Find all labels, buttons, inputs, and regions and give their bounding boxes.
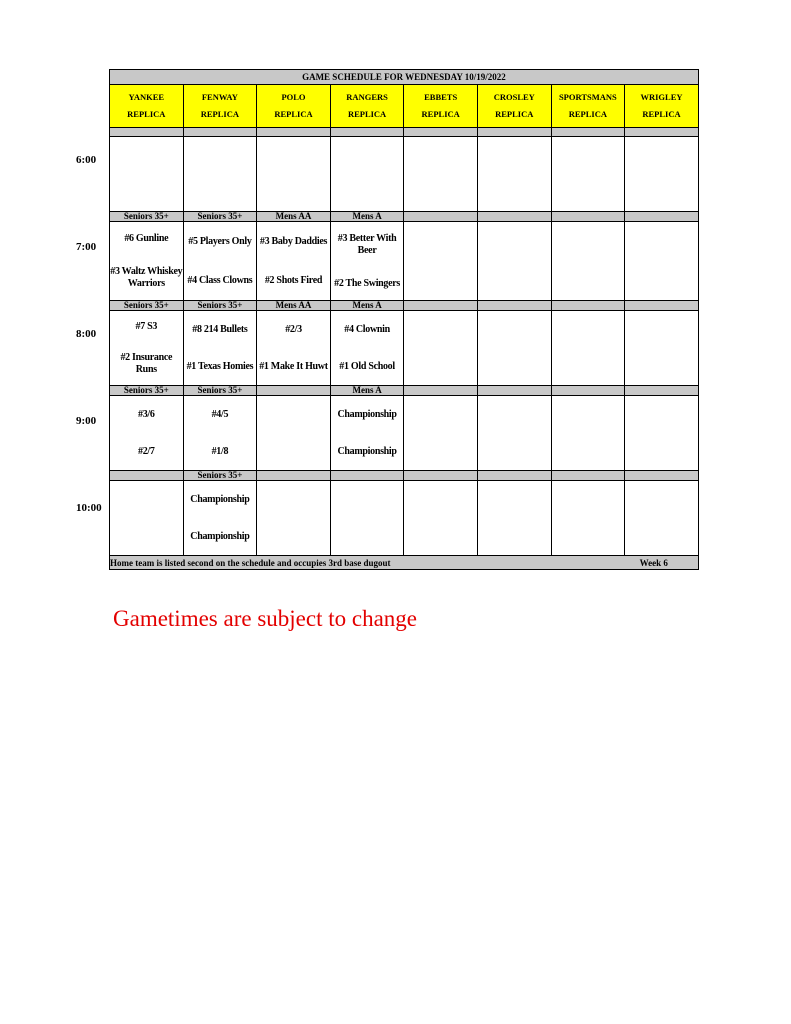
time-label: 6:00	[76, 154, 97, 166]
division-label: Seniors 35+	[183, 301, 257, 311]
matchup: #7 S3	[135, 320, 158, 332]
division-label	[477, 386, 551, 396]
game-cell	[183, 396, 257, 471]
division-label	[404, 471, 478, 481]
venue-header: SPORTSMANS REPLICA	[551, 85, 625, 128]
division-label	[110, 471, 184, 481]
division-label: Mens AA	[257, 212, 331, 222]
division-label: Seniors 35+	[110, 301, 184, 311]
slot-8pm	[110, 311, 699, 386]
game-cell	[330, 396, 404, 471]
schedule-title: GAME SCHEDULE FOR WEDNESDAY 10/19/2022	[110, 70, 699, 85]
game-cell	[183, 311, 257, 386]
matchup: #8 214 Bullets	[192, 323, 248, 335]
game-cell	[625, 137, 699, 212]
game-cell	[551, 396, 625, 471]
game-cell	[183, 137, 257, 212]
division-label: Seniors 35+	[183, 386, 257, 396]
time-label: 7:00	[76, 241, 97, 253]
game-cell	[404, 311, 478, 386]
division-label	[404, 386, 478, 396]
matchup: #2/7	[138, 445, 155, 457]
matchup: #3 Better With Beer	[337, 232, 397, 256]
game-cell	[551, 222, 625, 301]
division-label: Mens A	[330, 301, 404, 311]
matchup: #2 The Swingers	[334, 277, 401, 289]
venue-header: RANGERS REPLICA	[330, 85, 404, 128]
venue-header: YANKEE REPLICA	[110, 85, 184, 128]
slot-10pm	[110, 481, 699, 556]
time-label: 8:00	[76, 328, 97, 340]
game-cell	[330, 481, 404, 556]
matchup: #3/6	[138, 408, 155, 420]
matchup: Championship	[337, 445, 397, 457]
division-label: Mens AA	[257, 301, 331, 311]
game-cell	[183, 481, 257, 556]
matchup: #1 Make It Huwt	[259, 360, 328, 372]
matchup: #5 Players Only	[188, 235, 252, 247]
division-row-7pm	[110, 212, 699, 222]
game-cell	[257, 222, 331, 301]
venue-header: EBBETS REPLICA	[404, 85, 478, 128]
division-label	[330, 471, 404, 481]
matchup: #1/8	[211, 445, 229, 457]
game-cell	[477, 481, 551, 556]
venue-header: FENWAY REPLICA	[183, 85, 257, 128]
game-cell	[257, 137, 331, 212]
division-row-8pm	[110, 301, 699, 311]
spacer-row	[110, 128, 699, 137]
game-cell	[110, 396, 184, 471]
schedule-sheet	[109, 69, 698, 570]
matchup: #2 Insurance Runs	[120, 351, 173, 375]
footer-note: Home team is listed second on the schedule and occupies 3rd base dugout	[110, 557, 391, 568]
game-cell	[183, 222, 257, 301]
division-label	[625, 301, 699, 311]
division-row-9pm	[110, 386, 699, 396]
matchup: Championship	[190, 493, 250, 505]
division-label	[477, 212, 551, 222]
game-cell	[625, 222, 699, 301]
matchup: Championship	[190, 530, 250, 542]
title-row	[110, 70, 699, 85]
matchup: #3 Waltz Whiskey Warriors	[110, 265, 183, 289]
game-cell	[110, 222, 184, 301]
game-cell	[330, 222, 404, 301]
matchup: #1 Old School	[339, 360, 395, 372]
matchup: #3 Baby Daddies	[259, 235, 328, 247]
gametime-notice: Gametimes are subject to change	[113, 606, 417, 631]
game-cell	[551, 311, 625, 386]
game-cell	[477, 137, 551, 212]
slot-9pm	[110, 396, 699, 471]
venue-header: WRIGLEY REPLICA	[625, 85, 699, 128]
game-cell	[625, 311, 699, 386]
game-cell	[477, 222, 551, 301]
matchup: #4 Class Clowns	[187, 274, 253, 286]
matchup: Championship	[337, 408, 397, 420]
game-cell	[477, 396, 551, 471]
matchup: #6 Gunline	[124, 232, 169, 244]
game-cell	[110, 481, 184, 556]
division-label	[551, 212, 625, 222]
division-label	[404, 212, 478, 222]
game-cell	[257, 311, 331, 386]
division-label: Seniors 35+	[183, 471, 257, 481]
game-cell	[404, 481, 478, 556]
game-cell	[257, 396, 331, 471]
division-row-10pm	[110, 471, 699, 481]
division-label: Mens A	[330, 386, 404, 396]
division-label	[257, 386, 331, 396]
footer-row	[110, 556, 699, 570]
matchup: #4 Clownin	[344, 323, 390, 335]
game-cell	[625, 481, 699, 556]
slot-7pm	[110, 222, 699, 301]
venue-row	[110, 85, 699, 128]
game-cell	[404, 137, 478, 212]
game-cell	[404, 222, 478, 301]
division-label: Mens A	[330, 212, 404, 222]
game-cell	[625, 396, 699, 471]
venue-header: POLO REPLICA	[257, 85, 331, 128]
division-label	[477, 301, 551, 311]
slot-6pm	[110, 137, 699, 212]
division-label	[404, 301, 478, 311]
matchup: #4/5	[211, 408, 229, 420]
game-cell	[477, 311, 551, 386]
game-cell	[551, 137, 625, 212]
division-label: Seniors 35+	[110, 212, 184, 222]
time-label: 9:00	[76, 415, 97, 427]
schedule-table	[109, 69, 699, 570]
matchup: #1 Texas Homies	[186, 360, 254, 372]
time-label: 10:00	[76, 502, 102, 514]
game-cell	[330, 311, 404, 386]
game-cell	[330, 137, 404, 212]
division-label: Seniors 35+	[183, 212, 257, 222]
matchup: #2 Shots Fired	[264, 274, 323, 286]
game-cell	[110, 137, 184, 212]
division-label: Seniors 35+	[110, 386, 184, 396]
game-cell	[551, 481, 625, 556]
division-label	[551, 471, 625, 481]
game-cell	[110, 311, 184, 386]
division-label	[625, 212, 699, 222]
division-label	[625, 471, 699, 481]
division-label	[551, 386, 625, 396]
matchup: #2/3	[285, 323, 302, 335]
venue-header: CROSLEY REPLICA	[477, 85, 551, 128]
division-label	[625, 386, 699, 396]
week-label: Week 6	[639, 557, 668, 568]
game-cell	[404, 396, 478, 471]
division-label	[477, 471, 551, 481]
game-cell	[257, 481, 331, 556]
division-label	[551, 301, 625, 311]
division-label	[257, 471, 331, 481]
